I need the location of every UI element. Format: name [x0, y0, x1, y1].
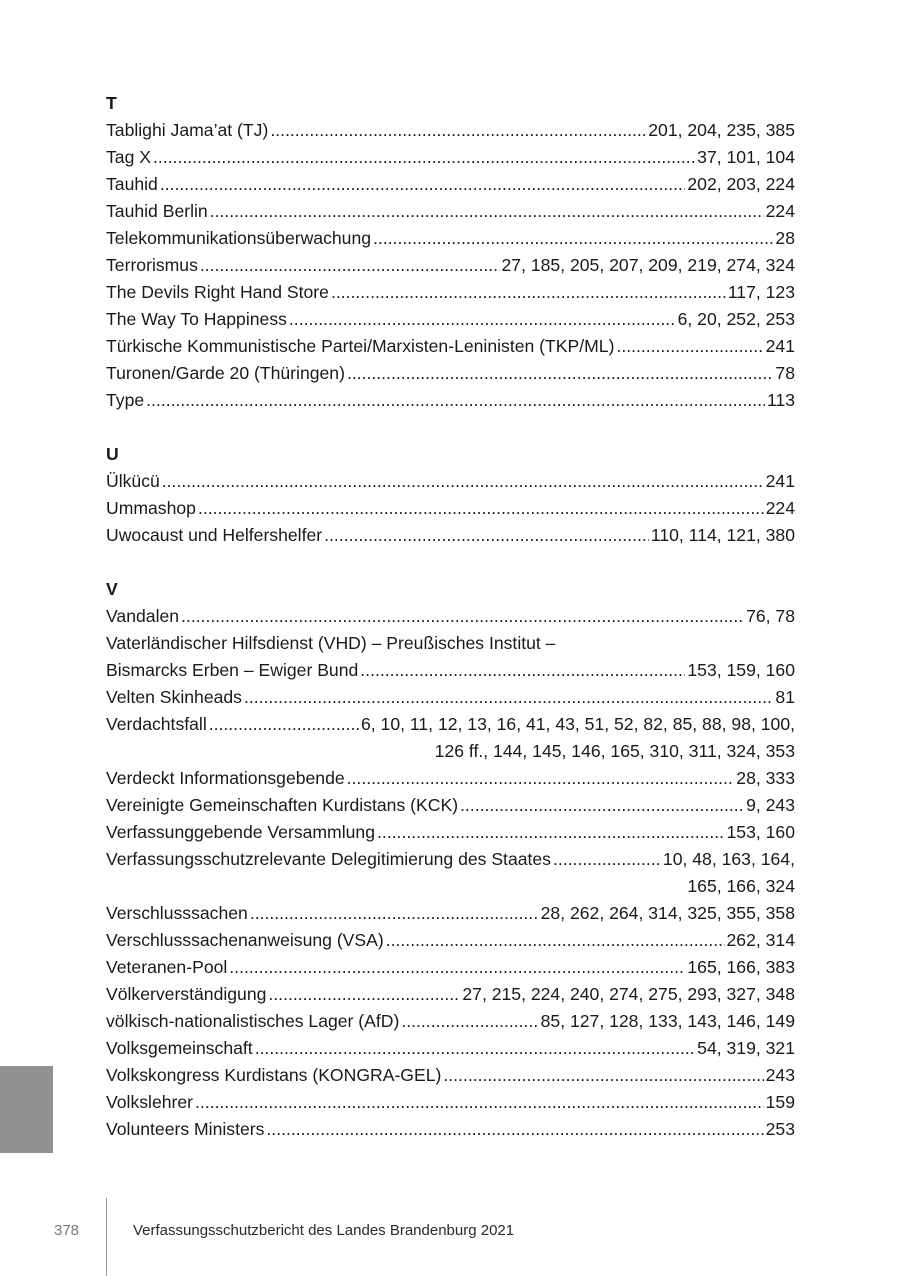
section-letter: T	[106, 93, 117, 113]
dot-leader	[377, 819, 725, 846]
entry-term: Velten Skinheads	[106, 687, 242, 707]
entry-term: Volkslehrer	[106, 1092, 194, 1112]
dot-leader	[401, 1008, 538, 1035]
entry-pages: 153, 160	[726, 822, 795, 842]
entry-term: Verfassungsschutzrelevante Delegitimierung des Staates	[106, 849, 551, 869]
entry-pages: 28, 333	[736, 768, 795, 788]
entry-pages: 27, 185, 205, 207, 209, 219, 274, 324	[501, 255, 795, 275]
entry-pages: 76, 78	[746, 606, 795, 626]
index-entry	[106, 792, 795, 819]
index-section-v	[106, 576, 795, 1143]
dot-leader	[360, 657, 685, 684]
index-entry	[106, 711, 795, 738]
entry-pages: 113	[766, 390, 795, 410]
index-entry	[106, 1035, 795, 1062]
index-entry	[106, 144, 795, 171]
entry-pages: 85, 127, 128, 133, 143, 146, 149	[540, 1011, 795, 1031]
dot-leader	[268, 981, 460, 1008]
entry-term: Tauhid Berlin	[106, 201, 208, 221]
index-list	[106, 90, 795, 1170]
entry-pages-continued: 165, 166, 324	[687, 876, 795, 896]
dot-leader	[200, 252, 500, 279]
entry-term: Volunteers Ministers	[106, 1119, 265, 1139]
entry-pages: 241	[765, 471, 795, 491]
entry-term: Vereinigte Gemeinschaften Kurdistans (KCK)	[106, 795, 459, 815]
index-entry	[106, 900, 795, 927]
index-entry	[106, 1008, 795, 1035]
dot-leader	[162, 468, 764, 495]
index-entry	[106, 657, 795, 684]
index-entry	[106, 171, 795, 198]
entry-term: Völkerverständigung	[106, 984, 267, 1004]
entry-term: völkisch-nationalistisches Lager (AfD)	[106, 1011, 400, 1031]
entry-term: Veteranen-Pool	[106, 957, 228, 977]
index-section-u	[106, 441, 795, 549]
entry-term: The Devils Right Hand Store	[106, 282, 329, 302]
dot-leader	[195, 1089, 764, 1116]
dot-leader	[324, 522, 649, 549]
index-entry	[106, 198, 795, 225]
entry-pages: 37, 101, 104	[697, 147, 795, 167]
index-entry	[106, 279, 795, 306]
dot-leader	[266, 1116, 763, 1143]
entry-term: Verdeckt Informationsgebende	[106, 768, 345, 788]
index-entry	[106, 495, 795, 522]
index-entry	[106, 225, 795, 252]
entry-pages: 6, 20, 252, 253	[677, 309, 795, 329]
page-number: 378	[54, 1222, 80, 1239]
index-entry	[106, 1089, 795, 1116]
dot-leader	[347, 765, 735, 792]
entry-pages: 117, 123	[727, 282, 795, 302]
dot-leader	[270, 117, 646, 144]
index-entry	[106, 522, 795, 549]
section-letter: V	[106, 579, 118, 599]
entry-pages-continued: 126 ff., 144, 145, 146, 165, 310, 311, 324, 353	[434, 741, 795, 761]
dot-leader	[553, 846, 661, 873]
entry-pages: 202, 203, 224	[687, 174, 795, 194]
dot-leader	[244, 684, 773, 711]
dot-leader	[347, 360, 773, 387]
dot-leader	[229, 954, 685, 981]
index-entry	[106, 387, 795, 414]
index-entry	[106, 1062, 795, 1089]
entry-pages: 224	[765, 498, 795, 518]
index-entry	[106, 846, 795, 873]
index-entry	[106, 360, 795, 387]
entry-pages: 81	[775, 687, 795, 707]
entry-pages: 10, 48, 163, 164,	[662, 849, 795, 869]
dot-leader	[331, 279, 726, 306]
entry-pages: 165, 166, 383	[687, 957, 795, 977]
index-entry	[106, 765, 795, 792]
entry-term: Tag X	[106, 147, 151, 167]
entry-pages: 262, 314	[726, 930, 795, 950]
index-entry	[106, 333, 795, 360]
entry-term: Verschlusssachenanweisung (VSA)	[106, 930, 384, 950]
entry-term: Verschlusssachen	[106, 903, 248, 923]
entry-pages: 28	[775, 228, 795, 248]
index-entry	[106, 252, 795, 279]
entry-pages: 27, 215, 224, 240, 274, 275, 293, 327, 348	[462, 984, 795, 1004]
entry-pages: 28, 262, 264, 314, 325, 355, 358	[540, 903, 795, 923]
index-entry	[106, 306, 795, 333]
index-entry	[106, 1116, 795, 1143]
entry-pages: 243	[765, 1065, 795, 1085]
dot-leader	[460, 792, 744, 819]
entry-pages: 253	[765, 1119, 795, 1139]
section-letter: U	[106, 444, 119, 464]
thumb-index-tab	[0, 1066, 53, 1153]
dot-leader	[146, 387, 765, 414]
index-section-t	[106, 90, 795, 414]
dot-leader	[198, 495, 764, 522]
dot-leader	[209, 711, 359, 738]
index-entry	[106, 954, 795, 981]
entry-term: Volksgemeinschaft	[106, 1038, 253, 1058]
entry-term: Verdachtsfall	[106, 714, 207, 734]
dot-leader	[386, 927, 725, 954]
footer-title: Verfassungsschutzbericht des Landes Brandenburg 2021	[133, 1222, 515, 1239]
entry-term: Ülkücü	[106, 471, 160, 491]
dot-leader	[210, 198, 764, 225]
dot-leader	[289, 306, 676, 333]
index-entry	[106, 684, 795, 711]
entry-pages: 54, 319, 321	[697, 1038, 795, 1058]
dot-leader	[373, 225, 773, 252]
entry-pages: 110, 114, 121, 380	[650, 525, 795, 545]
entry-pages: 9, 243	[746, 795, 795, 815]
dot-leader	[153, 144, 695, 171]
index-entry-line: Vaterländischer Hilfsdienst (VHD) – Preußisches Institut –	[106, 633, 556, 653]
index-entry	[106, 603, 795, 630]
entry-term: Bismarcks Erben – Ewiger Bund	[106, 660, 359, 680]
dot-leader	[255, 1035, 695, 1062]
entry-pages: 6, 10, 11, 12, 13, 16, 41, 43, 51, 52, 82, 85, 88, 98, 100,	[361, 714, 795, 734]
entry-term: Tauhid	[106, 174, 158, 194]
index-entry	[106, 819, 795, 846]
dot-leader	[250, 900, 539, 927]
entry-term: Tablighi Jama’at (TJ)	[106, 120, 269, 140]
entry-term: Type	[106, 390, 145, 410]
entry-term: Turonen/Garde 20 (Thüringen)	[106, 363, 345, 383]
dot-leader	[181, 603, 744, 630]
entry-pages: 241	[765, 336, 795, 356]
entry-term: Vandalen	[106, 606, 180, 626]
index-entry	[106, 468, 795, 495]
index-entry	[106, 927, 795, 954]
entry-term: Telekommunikationsüberwachung	[106, 228, 372, 248]
entry-term: The Way To Happiness	[106, 309, 287, 329]
index-entry	[106, 981, 795, 1008]
entry-pages: 224	[765, 201, 795, 221]
entry-pages: 201, 204, 235, 385	[648, 120, 795, 140]
entry-pages: 78	[775, 363, 795, 383]
entry-term: Uwocaust und Helfershelfer	[106, 525, 323, 545]
footer-divider	[106, 1198, 107, 1276]
entry-term: Verfassunggebende Versammlung	[106, 822, 375, 842]
dot-leader	[160, 171, 686, 198]
entry-term: Terrorismus	[106, 255, 198, 275]
dot-leader	[443, 1062, 763, 1089]
entry-pages: 159	[765, 1092, 795, 1112]
entry-term: Volkskongress Kurdistans (KONGRA-GEL)	[106, 1065, 442, 1085]
entry-term: Türkische Kommunistische Partei/Marxisten-Leninisten (TKP/ML)	[106, 336, 615, 356]
index-entry	[106, 117, 795, 144]
entry-pages: 153, 159, 160	[687, 660, 795, 680]
entry-term: Ummashop	[106, 498, 196, 518]
dot-leader	[616, 333, 763, 360]
